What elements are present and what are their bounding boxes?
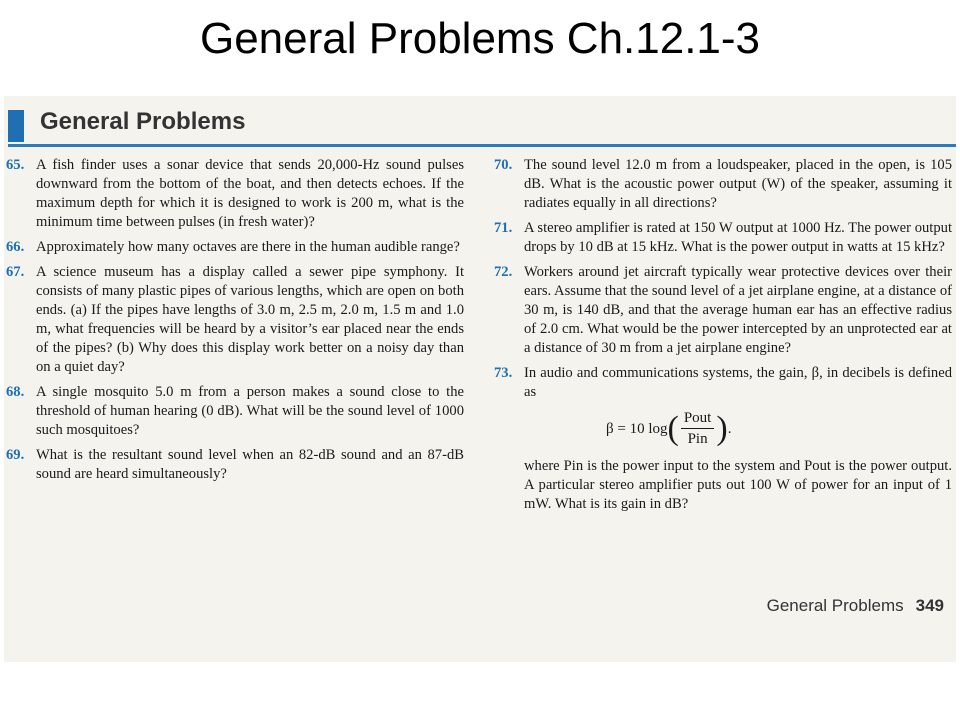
problem-number: 65. — [6, 157, 25, 173]
problem-number: 66. — [6, 239, 25, 255]
slide-title: General Problems Ch.12.1-3 — [199, 14, 761, 63]
problem-73 — [494, 364, 952, 402]
page-footer — [767, 596, 944, 616]
problem-text: A stereo amplifier is rated at 150 W output at 1000 Hz. The power output drops by 10 dB at 15 kHz. What is the power output in watts at 15 kHz? — [524, 220, 952, 255]
problem-number: 72. — [494, 264, 513, 280]
textbook-page-scan — [4, 96, 956, 662]
section-marker — [8, 110, 24, 142]
problem-67 — [6, 263, 464, 377]
problem-text: In audio and communications systems, the gain, β, in decibels is defined as — [524, 365, 952, 400]
problem-number: 67. — [6, 264, 25, 280]
problem-70 — [494, 156, 952, 213]
problem-73-continued: where Pin is the power input to the system and Pout is the power output. A particular stereo amplifier puts out 100 W of power for an input of 1 mW. What is its gain in dB? — [524, 458, 952, 512]
equation-fraction — [681, 408, 715, 449]
problem-text: Workers around jet aircraft typically wear protective devices over their ears. Assume that the sound level of a jet airplane engine, at a distance of 30 m, is 140 dB, and that the average human ear has an effective radius of 2.0 cm. What would be the power intercepted by an unprotected ear at a distance of 30 m from a jet airplane engine? — [524, 264, 952, 356]
page-number: 349 — [915, 596, 944, 615]
problem-number: 70. — [494, 157, 513, 173]
right-paren: ) — [716, 409, 728, 447]
fraction-denominator: Pin — [687, 431, 708, 447]
fraction-numerator: Pout — [681, 408, 715, 429]
problem-66 — [6, 238, 464, 257]
section-rule — [8, 144, 956, 147]
problem-71 — [494, 219, 952, 257]
problem-72 — [494, 263, 952, 358]
problem-text: What is the resultant sound level when an 82-dB sound and an 87-dB sound are heard simultaneously? — [36, 447, 464, 482]
problem-68 — [6, 383, 464, 440]
problem-text: A single mosquito 5.0 m from a person makes a sound close to the threshold of human hearing (0 dB). What will be the sound level of 1000 such mosquitoes? — [36, 384, 464, 438]
problem-text: The sound level 12.0 m from a loudspeaker, placed in the open, is 105 dB. What is the acoustic power output (W) of the speaker, assuming it radiates equally in all directions? — [524, 157, 952, 211]
problem-text: A fish finder uses a sonar device that sends 20,000-Hz sound pulses downward from the bottom of the boat, and then detects echoes. If the maximum depth for which it is designed to work is 200 m, what is the minimum time between pulses (in fresh water)? — [36, 157, 464, 230]
gain-equation — [494, 408, 952, 449]
problem-text: Approximately how many octaves are there in the human audible range? — [36, 239, 460, 255]
left-paren: ( — [667, 409, 679, 447]
equation-lhs: β = 10 log — [606, 420, 668, 437]
problem-number: 71. — [494, 220, 513, 236]
equation-end: . — [727, 420, 732, 437]
left-column — [6, 156, 464, 490]
problem-69 — [6, 446, 464, 484]
problem-number: 73. — [494, 365, 513, 381]
problem-number: 69. — [6, 447, 25, 463]
problem-text: A science museum has a display called a sewer pipe symphony. It consists of many plastic pipes of various lengths, which are open on both ends. (a) If the pipes have lengths of 3.0 m, 2.5 m, 2.0 m, 1.5 m and 1.0 m, what frequencies will be heard by a visitor’s ear placed near the ends of the pipes? (b) Why does this display work better on a noisy day than on a quiet day? — [36, 264, 464, 375]
problem-65 — [6, 156, 464, 232]
section-title: General Problems — [40, 108, 246, 135]
problem-number: 68. — [6, 384, 25, 400]
footer-label: General Problems — [766, 596, 904, 615]
right-column — [494, 156, 952, 514]
